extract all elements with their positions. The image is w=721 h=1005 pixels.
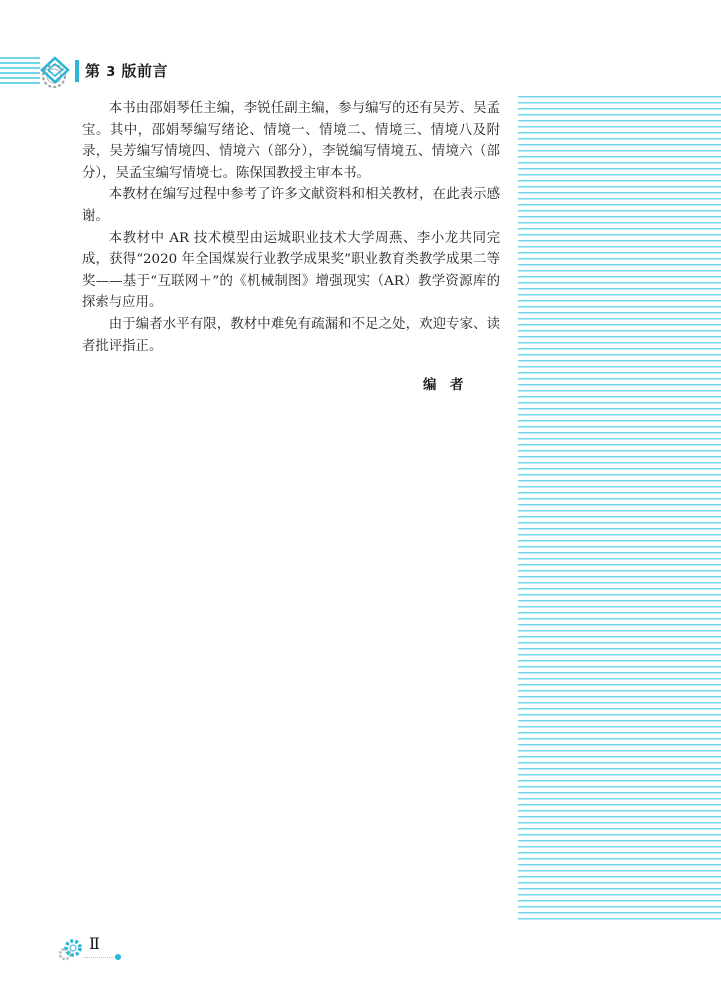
- signature: 编 者: [423, 377, 464, 393]
- side-decorative-lines: [518, 96, 721, 920]
- footer-dotted-line: [84, 957, 116, 958]
- header-decorative-lines: [0, 57, 40, 85]
- footer-dot: [115, 954, 121, 960]
- paragraph: 本书由邵娟琴任主编，李锐任副主编，参与编写的还有吴芳、吴孟宝。其中，邵娟琴编写绪论、情境一、情境二、情境三、情境八及附录，吴芳编写情境四、情境六（部分），李锐编写情境五、情境六（部分），吴孟宝编写情境七。陈保国教授主审本书。: [82, 101, 500, 181]
- page-number: Ⅱ: [89, 934, 100, 953]
- title-edition-number: 3: [106, 65, 116, 80]
- diamond-gear-logo-icon: [39, 56, 71, 92]
- title-suffix: 版前言: [121, 62, 169, 80]
- header-accent-bar: [75, 60, 79, 82]
- preface-body: [82, 98, 500, 357]
- paragraph: 本教材在编写过程中参考了许多文献资料和相关教材，在此表示感谢。: [82, 187, 500, 224]
- title-prefix: 第: [85, 62, 101, 80]
- gear-icon: [56, 937, 84, 963]
- page-title: [85, 60, 168, 82]
- paragraph: 由于编者水平有限，教材中难免有疏漏和不足之处，欢迎专家、读者批评指正。: [82, 316, 500, 354]
- paragraph: 本教材中 AR 技术模型由运城职业技术大学周燕、李小龙共同完成，获得“2020 年全国煤炭行业教学成果奖”职业教育类教学成果二等奖——基于“互联网＋”的《机械制图》增强现实（AR）教学资源库的探索与应用。: [82, 230, 500, 311]
